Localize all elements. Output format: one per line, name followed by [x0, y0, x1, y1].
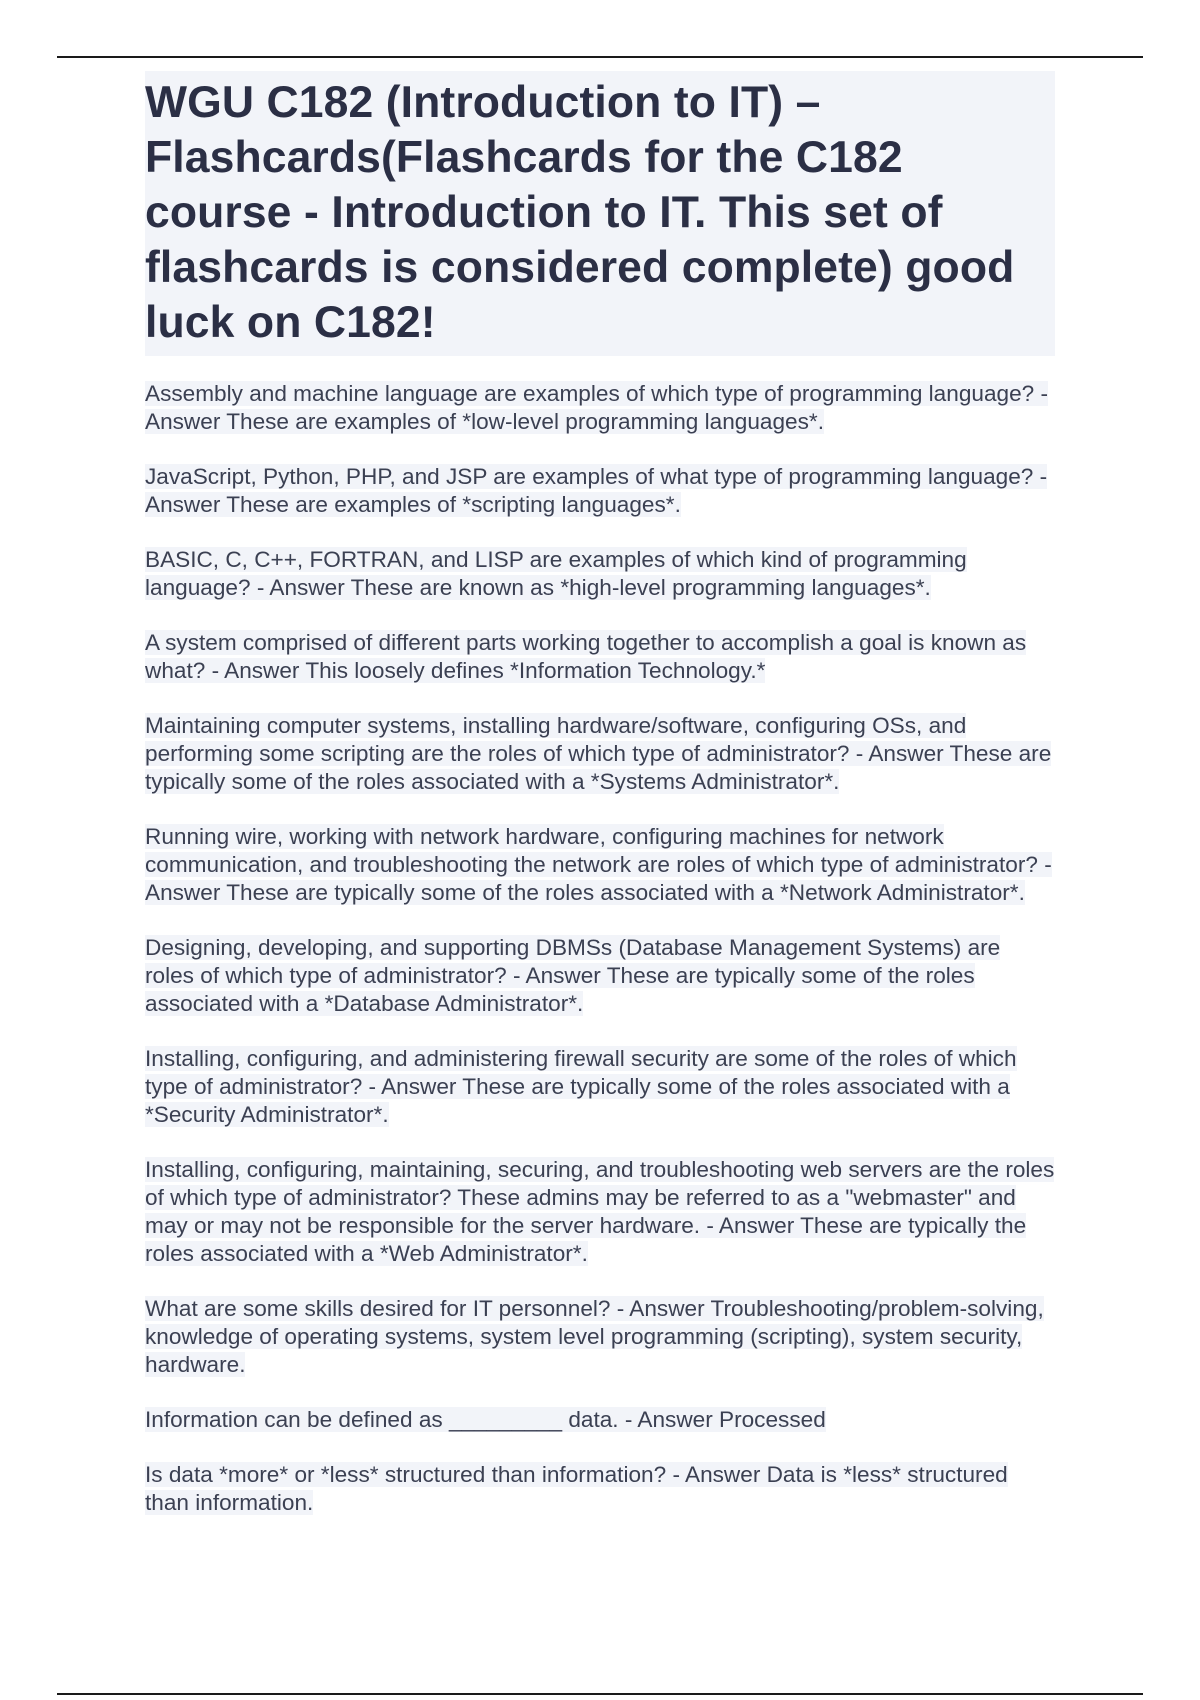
top-rule	[57, 56, 1143, 58]
flashcard	[145, 823, 1055, 907]
title-block	[145, 71, 1055, 356]
flashcard	[145, 1045, 1055, 1129]
flashcard-text: Installing, configuring, maintaining, securing, and troubleshooting web servers are the roles of which type of administrator? These admins may be referred to as a "webmaster" and may or may not be responsible for the server hardware. - Answer These are typically the roles associated with a *Web Administrator*.	[145, 1157, 1055, 1266]
flashcard-text: Running wire, working with network hardware, configuring machines for network communication, and troubleshooting the network are roles of which type of administrator? - Answer These are typically some of the roles associated with a *Network Administrator*.	[145, 824, 1052, 905]
flashcard-list	[145, 380, 1055, 1517]
flashcard-text: Information can be defined as _________ data. - Answer Processed	[145, 1407, 826, 1432]
flashcard	[145, 463, 1055, 519]
flashcard	[145, 629, 1055, 685]
flashcard	[145, 380, 1055, 436]
flashcard-text: A system comprised of different parts working together to accomplish a goal is known as what? - Answer This loosely defines *Information Technology.*	[145, 630, 1027, 683]
flashcard	[145, 934, 1055, 1018]
flashcard-text: Assembly and machine language are examples of which type of programming language? - Answer These are examples of *low-level programming languages*.	[145, 381, 1049, 434]
flashcard-text: What are some skills desired for IT personnel? - Answer Troubleshooting/problem-solving, knowledge of operating systems, system level programming (scripting), system security, hardware.	[145, 1296, 1044, 1377]
flashcard	[145, 546, 1055, 602]
document-body	[145, 71, 1055, 1544]
document-title: WGU C182 (Introduction to IT) – Flashcards(Flashcards for the C182 course - Introduction to IT. This set of flashcards is considered complete) good luck on C182!	[145, 78, 1015, 347]
flashcard-text: JavaScript, Python, PHP, and JSP are examples of what type of programming language? - Answer These are examples of *scripting languages*.	[145, 464, 1048, 517]
flashcard-text: BASIC, C, C++, FORTRAN, and LISP are examples of which kind of programming language? - Answer These are known as *high-level programming languages*.	[145, 547, 967, 600]
flashcard-text: Designing, developing, and supporting DBMSs (Database Management Systems) are roles of which type of administrator? - Answer These are typically some of the roles associated with a *Database Administrator*.	[145, 935, 1001, 1016]
flashcard-text: Is data *more* or *less* structured than information? - Answer Data is *less* structured than information.	[145, 1462, 1008, 1515]
flashcard	[145, 1406, 1055, 1434]
flashcard	[145, 1295, 1055, 1379]
flashcard	[145, 1461, 1055, 1517]
bottom-rule	[57, 1693, 1143, 1695]
flashcard-text: Installing, configuring, and administering firewall security are some of the roles of which type of administrator? - Answer These are typically some of the roles associated with a *Security Administrator*.	[145, 1046, 1017, 1127]
flashcard	[145, 1156, 1055, 1268]
flashcard-text: Maintaining computer systems, installing hardware/software, configuring OSs, and performing some scripting are the roles of which type of administrator? - Answer These are typically some of the roles associated with a *Systems Administrator*.	[145, 713, 1052, 794]
flashcard	[145, 712, 1055, 796]
